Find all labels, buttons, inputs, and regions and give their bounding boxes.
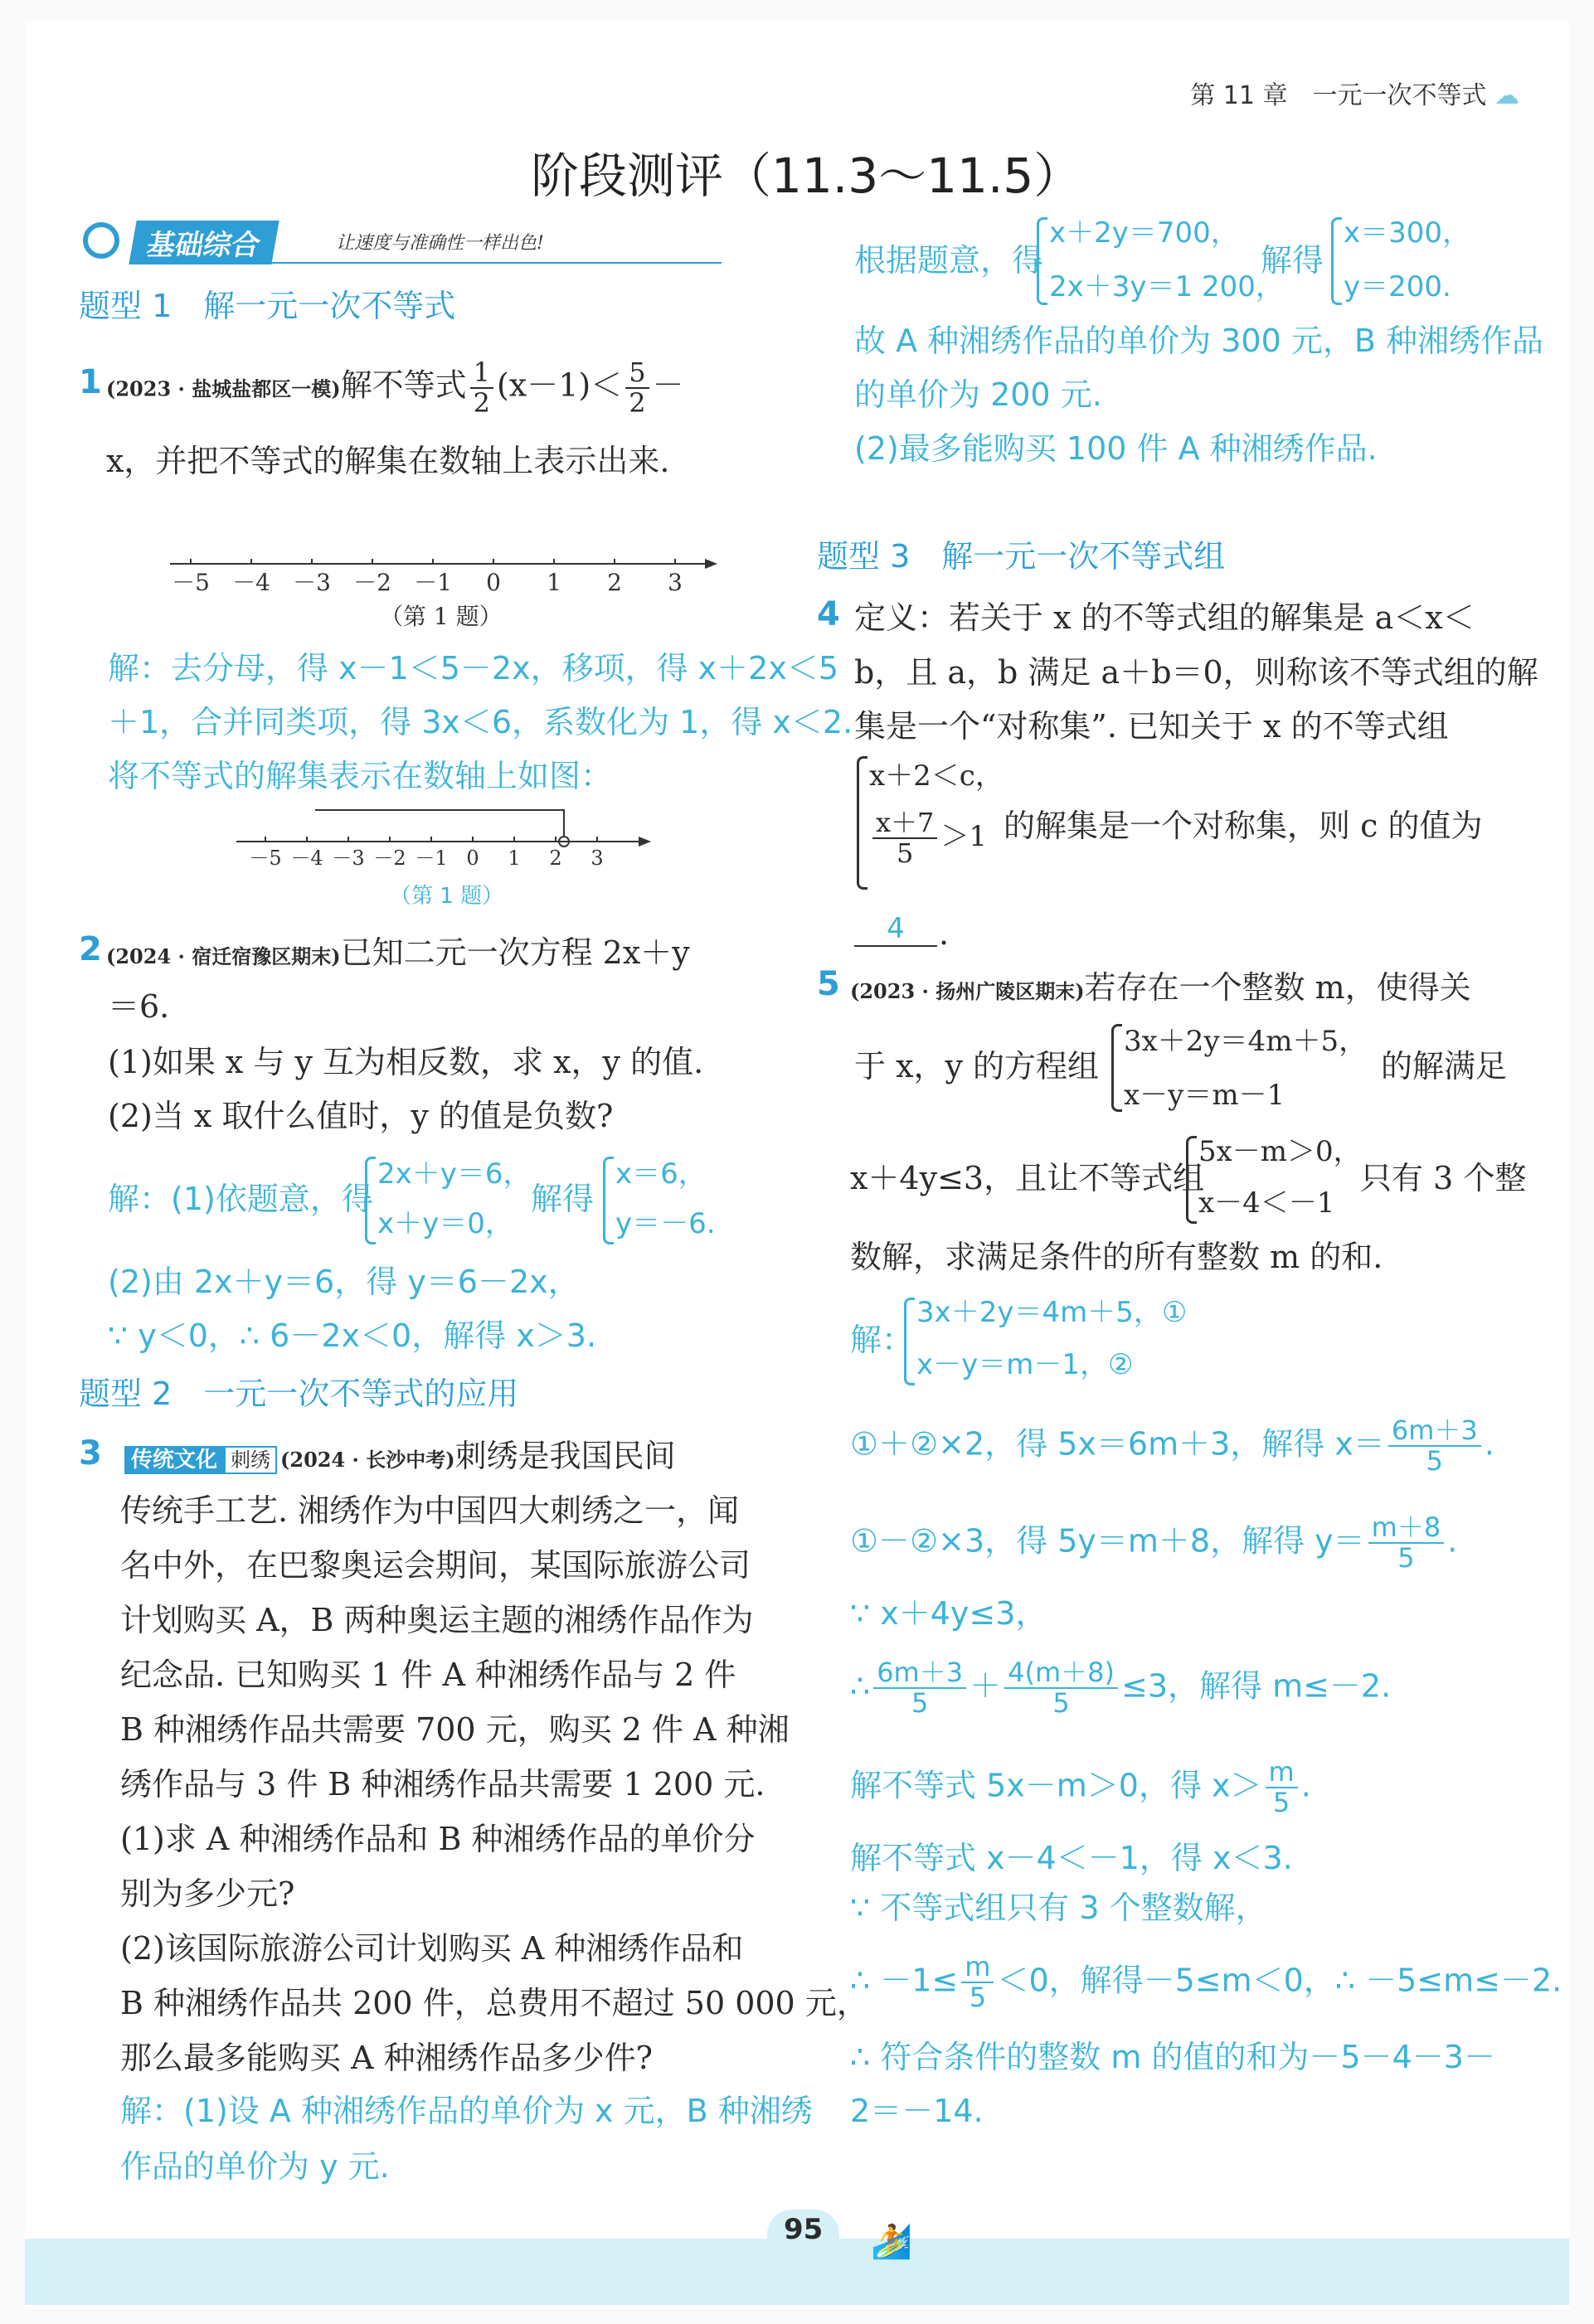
q3-line: 名中外，在巴黎奥运会期间，某国际旅游公司 xyxy=(120,1547,751,1584)
q1-answer-line1: 解：去分母，得 x－1＜5－2x，移项，得 x＋2x＜5 xyxy=(108,650,838,687)
a5-line10: 2＝－14. xyxy=(850,2093,984,2129)
r-answer-label: 根据题意，得 xyxy=(854,242,1044,279)
q4-line2: b，且 a，b 满足 a＋b＝0，则称该不等式组的解 xyxy=(854,654,1538,691)
q3-tag-embroidery: 刺绣 xyxy=(224,1446,277,1474)
a5-line9: ∴ 符合条件的整数 m 的值的和为－5－4－3－ xyxy=(850,2039,1495,2075)
tick-label: －2 xyxy=(353,569,391,596)
q4-brace xyxy=(857,756,867,890)
q5-line4: 数解，求满足条件的所有整数 m 的和. xyxy=(850,1239,1383,1275)
q1-answer-number-line xyxy=(232,800,663,866)
banner-slogan: 让速度与准确性一样出色! xyxy=(336,233,544,254)
q5-ineq1: 5x－m＞0， xyxy=(1198,1135,1362,1168)
q3-line: B 种湘绣作品共 200 件，总费用不超过 50 000 元， xyxy=(120,1985,868,2021)
q1-number-line xyxy=(166,547,730,597)
q4-answer-blank xyxy=(854,912,937,947)
tick-label: －5 xyxy=(249,847,282,866)
r-answer-eq2: 2x＋3y＝1 200， xyxy=(1049,270,1284,303)
q5-line3a: x＋4y≤3，且让不等式组 xyxy=(850,1160,1205,1196)
q2-answer2: (2)由 2x＋y＝6，得 y＝6－2x， xyxy=(108,1264,580,1300)
q2-answer1-eq1: 2x＋y＝6， xyxy=(377,1157,532,1191)
q2-answer1-brace xyxy=(365,1157,376,1244)
a5-line3: ∵ x＋4y≤3， xyxy=(850,1595,1047,1632)
r-answer-res2: y＝200. xyxy=(1344,270,1451,303)
q5-eq1: 3x＋2y＝4m＋5， xyxy=(1124,1025,1368,1058)
r-answer-res1: x＝300， xyxy=(1344,216,1471,250)
a5-line7: ∵ 不等式组只有 3 个整数解， xyxy=(850,1890,1267,1926)
q4-line1: 定义：若关于 x 的不等式组的解集是 a＜x＜ xyxy=(854,599,1475,636)
q4-period: . xyxy=(939,915,950,952)
q3-number: 3 xyxy=(79,1434,102,1473)
q4-line4: 的解集是一个对称集，则 c 的值为 xyxy=(1004,808,1483,844)
q2-answer1-result-brace xyxy=(603,1157,614,1244)
q5-ineq2: x－4＜－1 xyxy=(1198,1186,1335,1220)
tick-label: 1 xyxy=(508,847,521,866)
q3-line: 传统手工艺. 湘绣作为中国四大刺绣之一，闻 xyxy=(120,1492,740,1529)
tick-label: －5 xyxy=(172,569,210,596)
a5-brace xyxy=(904,1298,915,1385)
surfer-icon: 🏄 xyxy=(871,2223,912,2261)
q1-number: 1 xyxy=(79,363,102,401)
page-number: 95 xyxy=(767,2210,839,2249)
q5-line2a: 于 x，y 的方程组 xyxy=(854,1048,1100,1084)
tick-label: －3 xyxy=(332,847,365,866)
banner-underline xyxy=(133,262,722,264)
tick-label: 0 xyxy=(466,847,479,866)
a5-line4: ∴ $\frac{6m+3}{5}$ ＋ $\frac{4(m+8)}{5}$ ≤3，解得 m≤－2. xyxy=(850,1657,1392,1720)
a5-eq1: 3x＋2y＝4m＋5，① xyxy=(916,1296,1188,1329)
q3-tag-culture: 传统文化 xyxy=(124,1446,224,1474)
q2-answer1-eq2: x＋y＝0， xyxy=(377,1207,513,1240)
q2-answer1-label: 解：(1)依题意，得 xyxy=(108,1181,373,1217)
a5-label: 解： xyxy=(850,1322,914,1358)
q3-line1: 传统文化 刺绣 (2024 · 长沙中考)刺绣是我国民间 xyxy=(124,1430,676,1486)
chapter-header xyxy=(1190,75,1519,111)
q5-system1-brace xyxy=(1111,1024,1122,1112)
tick-label: 1 xyxy=(547,569,561,596)
q5-number: 5 xyxy=(817,965,840,1003)
q3-line: (2)该国际旅游公司计划购买 A 种湘绣作品和 xyxy=(120,1930,744,1967)
a5-line2: ①－②×3，得 5y＝m＋8，解得 y＝ $\frac{m+8}{5}$ . xyxy=(850,1511,1458,1574)
q2-answer3: ∵ y＜0，∴ 6－2x＜0，解得 x＞3. xyxy=(108,1317,597,1354)
q4-number: 4 xyxy=(817,595,840,633)
tick-label: 0 xyxy=(486,569,501,596)
type2-heading: 题型 2 一元一次不等式的应用 xyxy=(79,1375,519,1412)
q1-frac-five-half: $\frac{5}{2}$ xyxy=(625,358,649,418)
tick-label: －2 xyxy=(373,847,406,866)
q3-line: (1)求 A 种湘绣作品和 B 种湘绣作品的单价分 xyxy=(120,1821,756,1857)
r-answer-line2: 的单价为 200 元. xyxy=(854,376,1102,413)
q4-answer: 4 xyxy=(887,912,905,945)
a5-line1: ①＋②×2，得 5x＝6m＋3，解得 x＝ $\frac{6m+3}{5}$ . xyxy=(850,1414,1494,1477)
q3-line: 计划购买 A，B 两种奥运主题的湘绣作品作为 xyxy=(120,1602,754,1638)
q3-source: (2024 · 长沙中考) xyxy=(280,1448,455,1472)
q1-answer-figure-caption: （第 1 题） xyxy=(390,884,504,909)
q2-source: (2024 · 宿迁宿豫区期末) xyxy=(106,944,341,968)
q2-number: 2 xyxy=(79,930,102,968)
q2-answer1-res1: x＝6， xyxy=(615,1157,707,1191)
q3-answer1: 解：(1)设 A 种湘绣作品的单价为 x 元，B 种湘绣 xyxy=(120,2093,813,2129)
q5-line2b: 的解满足 xyxy=(1381,1048,1508,1084)
q5-eq2: x－y＝m－1 xyxy=(1124,1079,1285,1112)
tick-label: 2 xyxy=(607,569,622,596)
q5-line3b: 只有 3 个整 xyxy=(1360,1160,1527,1196)
tick-label: 2 xyxy=(549,847,562,866)
section-banner xyxy=(83,217,722,267)
q1-line2: x，并把不等式的解集在数轴上表示出来. xyxy=(106,443,670,479)
q1-source: (2023 · 盐城盐都区一模) xyxy=(106,376,341,401)
r-answer-result-brace xyxy=(1331,217,1342,305)
q1-figure-caption: （第 1 题） xyxy=(380,603,503,630)
r-answer-brace xyxy=(1037,217,1047,305)
q4-ineq1: x＋2＜c， xyxy=(869,759,1004,793)
q3-line: 绣作品与 3 件 B 种湘绣作品共需要 1 200 元. xyxy=(120,1766,765,1802)
q5-source: (2023 · 扬州广陵区期末) xyxy=(850,979,1085,1003)
tick-label: 3 xyxy=(590,847,604,866)
r-answer-line3: (2)最多能购买 100 件 A 种湘绣作品. xyxy=(854,430,1378,467)
tick-label: －3 xyxy=(293,569,331,596)
r-answer-eq1: x＋2y＝700， xyxy=(1049,216,1239,250)
q4-ineq2: $\frac{x+7}{5}$ ＞1 xyxy=(869,808,987,868)
tick-label: －4 xyxy=(232,569,270,596)
q3-line: 那么最多能购买 A 种湘绣作品多少件? xyxy=(120,2040,653,2076)
a5-eq2: x－y＝m－1，② xyxy=(916,1348,1134,1381)
type1-heading: 题型 1 解一元一次不等式 xyxy=(79,288,456,324)
q1-answer-line3: 将不等式的解集表示在数轴上如图： xyxy=(108,758,613,794)
q2-part2: (2)当 x 取什么值时，y 的值是负数? xyxy=(108,1098,614,1134)
chapter-title: 第 11 章 一元一次不等式 xyxy=(1190,81,1487,110)
q2-answer1-solved: 解得 xyxy=(531,1181,595,1217)
banner-label: 基础综合 xyxy=(129,221,279,264)
q1-line1: (2023 · 盐城盐都区一模)解不等式 $\frac{1}{2}$ (x－1)＜ $\frac{5}{2}$ － xyxy=(106,357,684,420)
cloud-icon: ☁ xyxy=(1494,81,1519,110)
q1-answer-line2: ＋1，合并同类项，得 3x＜6，系数化为 1，得 x＜2. xyxy=(108,704,853,740)
q2-line1: (2024 · 宿迁宿豫区期末)已知二元一次方程 2x＋y xyxy=(106,934,690,971)
a5-line6: 解不等式 x－4＜－1，得 x＜3. xyxy=(850,1840,1293,1876)
target-icon xyxy=(83,222,119,259)
q5-system2-brace xyxy=(1186,1136,1197,1224)
q2-line2: ＝6. xyxy=(108,988,170,1025)
a5-line5: 解不等式 5x－m＞0，得 x＞ $\frac{m}{5}$ . xyxy=(850,1756,1311,1819)
r-answer-line1: 故 A 种湘绣作品的单价为 300 元，B 种湘绣作品 xyxy=(854,323,1543,359)
page-title: 阶段测评（11.3～11.5） xyxy=(531,148,1082,204)
q2-part1: (1)如果 x 与 y 互为相反数，求 x，y 的值. xyxy=(108,1044,704,1080)
tick-label: 3 xyxy=(668,569,683,596)
tick-label: －1 xyxy=(415,847,448,866)
a5-line8: ∴ －1≤ $\frac{m}{5}$ ＜0，解得－5≤m＜0，∴ －5≤m≤－2. xyxy=(850,1951,1562,2014)
q1-frac-half: $\frac{1}{2}$ xyxy=(470,358,493,418)
q3-line: 别为多少元? xyxy=(120,1875,295,1912)
type3-heading: 题型 3 解一元一次不等式组 xyxy=(817,538,1226,575)
r-answer-solved: 解得 xyxy=(1261,242,1324,279)
q5-line1: (2023 · 扬州广陵区期末)若存在一个整数 m，使得关 xyxy=(850,969,1471,1006)
q4-line3: 集是一个“对称集”. 已知关于 x 的不等式组 xyxy=(854,708,1449,745)
q3-line: 纪念品. 已知购买 1 件 A 种湘绣作品与 2 件 xyxy=(120,1657,736,1693)
q3-line: B 种湘绣作品共需要 700 元，购买 2 件 A 种湘 xyxy=(120,1711,790,1748)
tick-label: －4 xyxy=(290,847,323,866)
tick-label: －1 xyxy=(414,569,452,596)
q2-answer1-res2: y＝－6. xyxy=(615,1207,716,1240)
q3-answer2: 作品的单价为 y 元. xyxy=(120,2148,390,2185)
